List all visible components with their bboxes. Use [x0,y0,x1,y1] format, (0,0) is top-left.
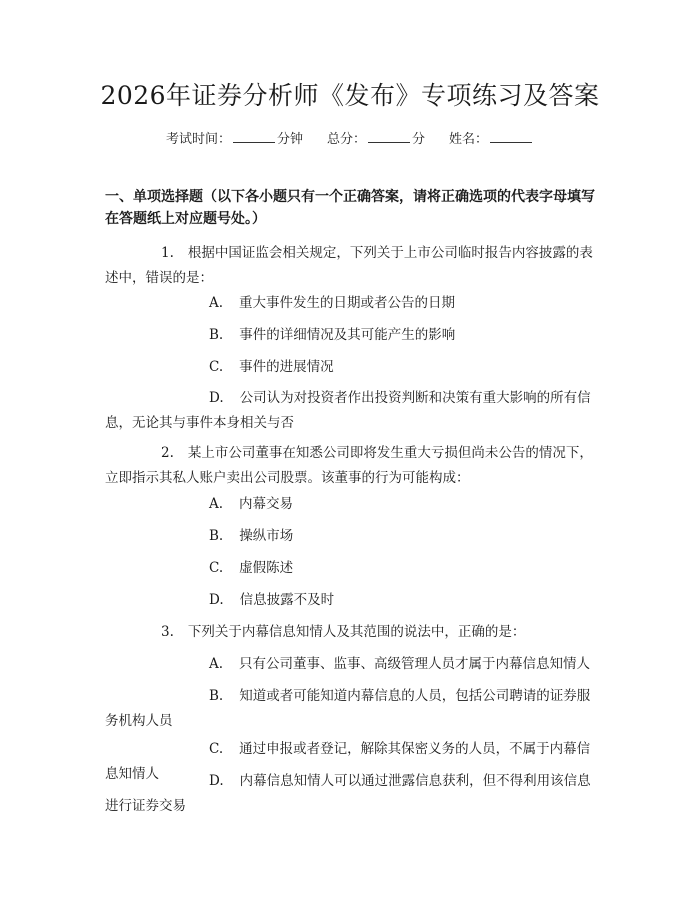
option-text: 只有公司董事、监事、高级管理人员才属于内幕信息知情人 [239,656,591,672]
question-text [105,241,600,291]
option-text: 通过申报或者登记，解除其保密义务的人员，不属于内幕信息知情人 [105,741,591,782]
option-1-c [105,355,600,380]
option-3-a [105,652,600,677]
option-letter: D. [209,390,224,406]
time-blank [233,128,275,143]
question-2 [105,441,600,491]
option-letter: A. [209,295,224,311]
option-2-a [105,492,600,517]
option-letter: C. [209,741,224,757]
question-stem: 根据中国证监会相关规定，下列关于上市公司临时报告内容披露的表述中，错误的是： [105,245,593,286]
option-letter: B. [209,528,224,544]
option-letter: C. [209,359,224,375]
option-letter: A. [209,656,224,672]
option-2-d [105,588,600,613]
question-3 [105,620,600,645]
page-title: 2026年证券分析师《发布》专项练习及答案 [100,81,600,110]
option-text: 虚假陈述 [239,560,294,576]
name-label: 姓名： [449,132,489,147]
option-text: 信息披露不及时 [239,592,335,608]
question-text [105,620,600,645]
option-text: 重大事件发生的日期或者公告的日期 [239,295,456,311]
option-1-d [105,386,600,436]
option-2-b [105,524,600,549]
option-text: 知道或者可能知道内幕信息的人员，包括公司聘请的证券服务机构人员 [105,688,591,729]
score-unit: 分 [412,132,426,147]
score-label: 总分： [326,132,366,147]
option-text: 公司认为对投资者作出投资判断和决策有重大影响的所有信息，无论其与事件本身相关与否 [105,390,591,431]
score-blank [368,128,410,143]
question-stem: 下列关于内幕信息知情人及其范围的说法中，正确的是： [187,624,526,640]
option-text: 内幕交易 [239,496,294,512]
name-blank [490,128,532,143]
question-number: 1. [161,245,174,261]
question-text [105,441,600,491]
question-stem: 某上市公司董事在知悉公司即将发生重大亏损但尚未公告的情况下，立即指示其私人账户卖出公司股票。该董事的行为可能构成： [105,445,593,486]
time-unit: 分钟 [276,132,303,147]
option-text: 操纵市场 [239,528,294,544]
option-text: 事件的进展情况 [239,359,334,375]
option-1-a [105,291,600,316]
option-3-b [105,684,600,734]
question-number: 2. [161,445,174,461]
option-letter: D. [209,773,224,789]
section-heading: 一、单项选择题（以下各小题只有一个正确答案，请将正确选项的代表字母填写在答题纸上对应题号处。） [105,189,595,227]
option-text: 内幕信息知情人可以通过泄露信息获利，但不得利用该信息进行证券交易 [105,773,591,814]
option-letter: D. [209,592,224,608]
option-letter: A. [209,496,224,512]
option-2-c [105,556,600,581]
option-1-b [105,323,600,348]
option-3-d [105,769,600,819]
question-1 [105,241,600,291]
option-letter: B. [209,688,224,704]
exam-meta-line [0,128,700,152]
option-letter: C. [209,560,224,576]
time-label: 考试时间： [165,132,231,147]
option-letter: B. [209,327,224,343]
question-number: 3. [161,624,174,640]
option-text: 事件的详细情况及其可能产生的影响 [239,327,456,343]
